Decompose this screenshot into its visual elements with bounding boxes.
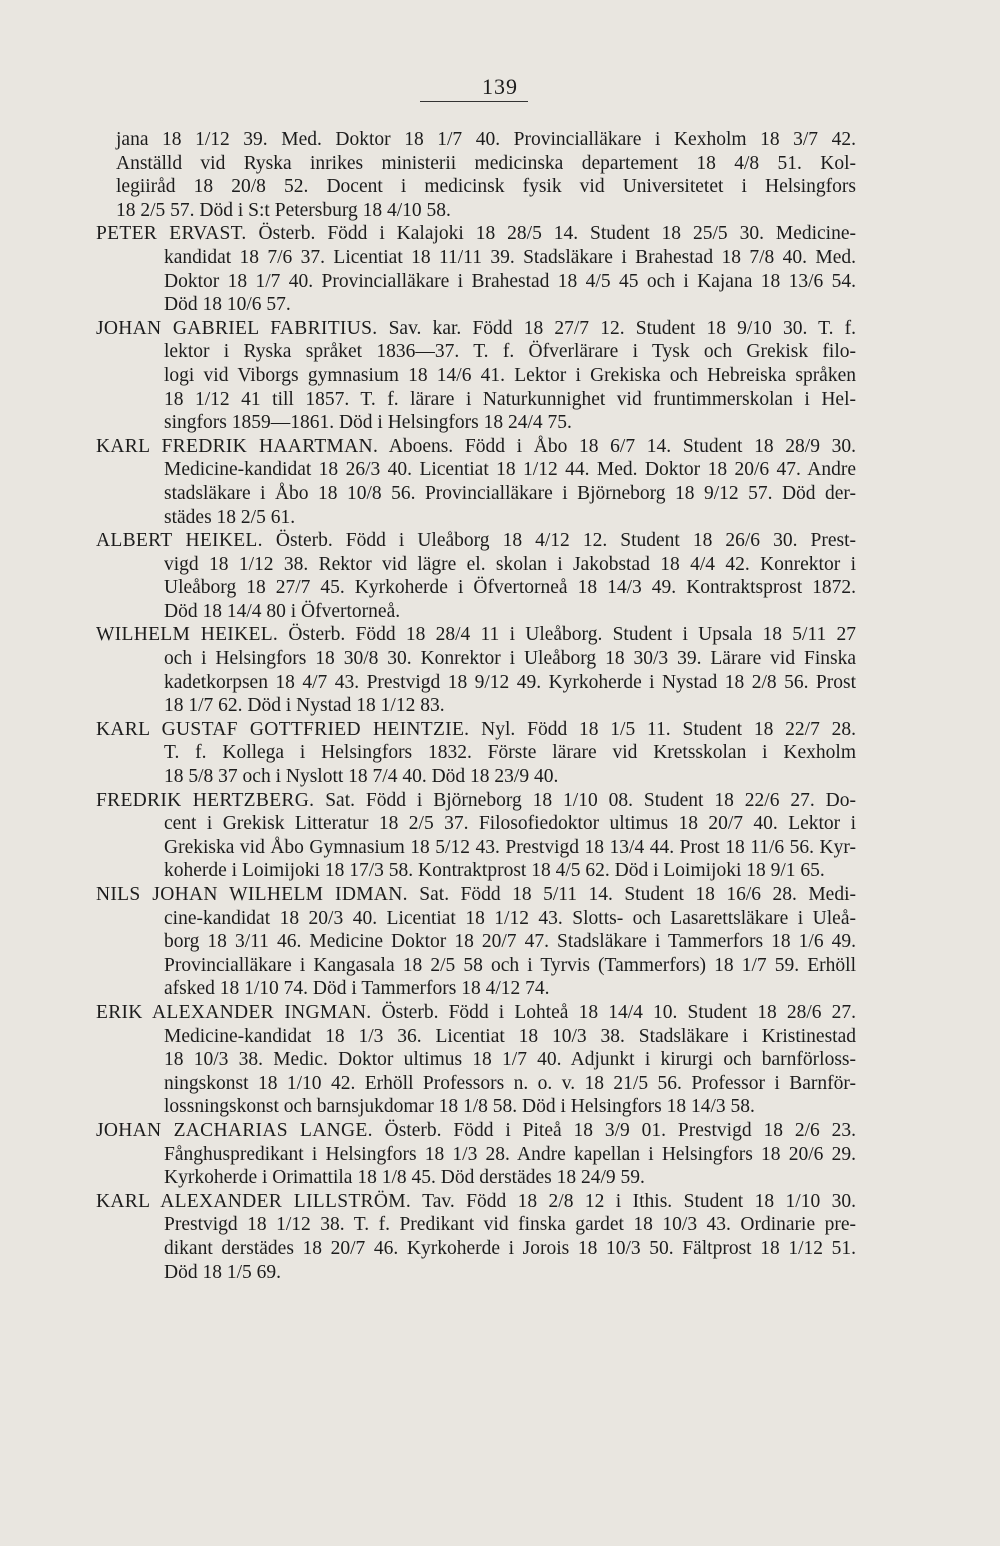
person-name: JOHAN ZACHARIAS LANGE. — [96, 1119, 373, 1141]
entry-first-line — [96, 718, 856, 742]
entry-first-line — [96, 222, 856, 246]
text-line: ningskonst 18 1/10 42. Erhöll Professors n. o. v. 18 21/5 56. Professor i Barnför- — [164, 1072, 856, 1094]
text-line: Österb. Född i Uleåborg 18 4/12 12. Student 18 26/6 30. Prest- — [275, 530, 856, 552]
text-line: vigd 18 1/12 38. Rektor vid lägre el. skolan i Jakobstad 18 4/4 42. Konrektor i — [164, 553, 856, 575]
entry-first-line — [96, 789, 856, 813]
biography-entry — [96, 1119, 856, 1190]
entry-first-line — [96, 529, 856, 553]
biography-entry — [96, 529, 856, 623]
text-line: borg 18 3/11 46. Medicine Doktor 18 20/7 47. Stadsläkare i Tammerfors 18 1/6 49. — [164, 931, 856, 953]
biography-entry — [96, 623, 856, 717]
person-name: KARL ALEXANDER LILLSTRÖM. — [96, 1190, 412, 1212]
text-line: Medicine-kandidat 18 26/3 40. Licentiat 18 1/12 44. Med. Doktor 18 20/6 47. Andre — [164, 459, 856, 481]
person-name: KARL GUSTAF GOTTFRIED HEINTZIE. — [96, 718, 470, 740]
text-line: singfors 1859—1861. Död i Helsingfors 18 24/4 75. — [164, 412, 572, 434]
person-name: WILHELM HEIKEL. — [96, 624, 279, 646]
text-line: Död 18 1/5 69. — [164, 1261, 281, 1283]
entry-first-line — [96, 1190, 856, 1214]
text-line: lossningskonst och barnsjukdomar 18 1/8 58. Död i Helsingfors 18 14/3 58. — [164, 1096, 755, 1118]
text-line: jana 18 1/12 39. Med. Doktor 18 1/7 40. Provincialläkare i Kexholm 18 3/7 42. — [116, 129, 856, 150]
person-name: ALBERT HEIKEL. — [96, 530, 263, 552]
page-number: 139 — [482, 74, 518, 99]
biography-entry — [96, 1001, 856, 1119]
biography-entry — [116, 128, 856, 222]
text-line: Prestvigd 18 1/12 38. T. f. Predikant vid finska gardet 18 10/3 43. Ordinarie pre- — [164, 1214, 856, 1236]
text-line: Grekiska vid Åbo Gymnasium 18 5/12 43. Prestvigd 18 13/4 44. Prost 18 11/6 56. Kyr- — [164, 836, 856, 858]
text-line: Död 18 10/6 57. — [164, 294, 291, 316]
biography-list — [96, 128, 857, 1284]
text-line: Kyrkoherde i Orimattila 18 1/8 45. Död derstädes 18 24/9 59. — [164, 1167, 645, 1189]
text-line: Österb. Född i Lohteå 18 14/4 10. Student 18 28/6 27. — [381, 1001, 856, 1023]
text-line: dikant derstädes 18 20/7 46. Kyrkoherde i Jorois 18 10/3 50. Fältprost 18 1/12 51. — [164, 1237, 856, 1259]
text-line: lektor i Ryska språket 1836—37. T. f. Öfverlärare i Tysk och Grekisk filo- — [164, 341, 856, 363]
text-line: städes 18 2/5 61. — [164, 506, 296, 528]
text-line: Sat. Född i Björneborg 18 1/10 08. Student 18 22/6 27. Do- — [325, 789, 856, 811]
header-rule — [420, 101, 528, 102]
person-name: KARL FREDRIK HAARTMAN. — [96, 435, 379, 457]
entry-first-line — [96, 1119, 856, 1143]
text-line: Uleåborg 18 27/7 45. Kyrkoherde i Öfvertorneå 18 14/3 49. Kontraktsprost 1872. — [164, 577, 856, 599]
person-name: ERIK ALEXANDER INGMAN. — [96, 1001, 372, 1023]
text-line: legiiråd 18 20/8 52. Docent i medicinsk fysik vid Universitetet i Helsingfors — [116, 176, 856, 198]
text-line: Sav. kar. Född 18 27/7 12. Student 18 9/10 30. T. f. — [388, 317, 856, 339]
person-name: JOHAN GABRIEL FABRITIUS. — [96, 317, 378, 339]
text-line: 18 5/8 37 och i Nyslott 18 7/4 40. Död 18 23/9 40. — [164, 766, 559, 788]
text-line: 18 2/5 57. Död i S:t Petersburg 18 4/10 58. — [116, 199, 451, 221]
text-line: Österb. Född i Piteå 18 3/9 01. Prestvigd 18 2/6 23. — [384, 1119, 856, 1141]
text-line: Österb. Född i Kalajoki 18 28/5 14. Student 18 25/5 30. Medicine- — [258, 223, 856, 245]
text-line: Sat. Född 18 5/11 14. Student 18 16/6 28. Medi- — [419, 884, 856, 905]
biography-entry — [96, 222, 856, 316]
person-name: NILS JOHAN WILHELM IDMAN. — [96, 884, 408, 905]
text-line: kadetkorpsen 18 4/7 43. Prestvigd 18 9/12 49. Kyrkoherde i Nystad 18 2/8 56. Prost — [164, 671, 856, 693]
entry-first-line — [96, 317, 856, 341]
text-line: Nyl. Född 18 1/5 11. Student 18 22/7 28. — [481, 718, 857, 740]
text-line: Anställd vid Ryska inrikes ministerii medicinska departement 18 4/8 51. Kol- — [116, 152, 856, 174]
text-line: 18 1/7 62. Död i Nystad 18 1/12 83. — [164, 695, 445, 717]
biography-entry — [96, 317, 856, 435]
text-line: Medicine-kandidat 18 1/3 36. Licentiat 18 10/3 38. Stadsläkare i Kristinestad — [164, 1025, 856, 1047]
entry-first-line — [96, 623, 856, 647]
text-line: Död 18 14/4 80 i Öfvertorneå. — [164, 600, 401, 622]
text-line: och i Helsingfors 18 30/8 30. Konrektor i Uleåborg 18 30/3 39. Lärare vid Finska — [164, 648, 856, 670]
entry-first-line — [96, 435, 856, 459]
text-line: Provincialläkare i Kangasala 18 2/5 58 och i Tyrvis (Tammerfors) 18 1/7 59. Erhöll — [164, 954, 856, 976]
text-line: afsked 18 1/10 74. Död i Tammerfors 18 4/12 74. — [164, 978, 550, 1000]
text-line: Fånghuspredikant i Helsingfors 18 1/3 28. Andre kapellan i Helsingfors 18 20/6 29. — [164, 1143, 856, 1165]
text-line: Tav. Född 18 2/8 12 i Ithis. Student 18 1/10 30. — [422, 1190, 856, 1212]
person-name: PETER ERVAST. — [96, 223, 247, 245]
biography-entry — [96, 1190, 856, 1284]
biography-entry — [96, 718, 857, 789]
person-name: FREDRIK HERTZBERG. — [96, 789, 315, 811]
text-line: koherde i Loimijoki 18 17/3 58. Kontraktprost 18 4/5 62. Död i Loimijoki 18 9/1 65. — [164, 860, 825, 882]
text-line: Aboens. Född i Åbo 18 6/7 14. Student 18 28/9 30. — [388, 435, 856, 457]
text-line: cent i Grekisk Litteratur 18 2/5 37. Filosofiedoktor ultimus 18 20/7 40. Lektor i — [164, 813, 856, 835]
text-line: 18 10/3 38. Medic. Doktor ultimus 18 1/7 40. Adjunkt i kirurgi och barnförloss- — [164, 1049, 856, 1071]
text-line: T. f. Kollega i Helsingfors 1832. Förste lärare vid Kretsskolan i Kexholm — [164, 742, 856, 764]
text-line: logi vid Viborgs gymnasium 18 14/6 41. Lektor i Grekiska och Hebreiska språken — [164, 364, 856, 386]
entry-first-line — [96, 883, 856, 907]
text-line: cine-kandidat 18 20/3 40. Licentiat 18 1/12 43. Slotts- och Lasarettsläkare i Uleå- — [164, 907, 856, 929]
text-line: kandidat 18 7/6 37. Licentiat 18 11/11 39. Stadsläkare i Brahestad 18 7/8 40. Med. — [164, 246, 856, 268]
text-line: stadsläkare i Åbo 18 10/8 56. Provincialläkare i Björneborg 18 9/12 57. Död der- — [164, 482, 856, 504]
text-line: Österb. Född 18 28/4 11 i Uleåborg. Student i Upsala 18 5/11 27 — [288, 624, 856, 646]
text-line: Doktor 18 1/7 40. Provincialläkare i Brahestad 18 4/5 45 och i Kajana 18 13/6 54. — [164, 270, 856, 292]
text-line: 18 1/12 41 till 1857. T. f. lärare i Naturkunnighet vid fruntimmerskolan i Hel- — [164, 388, 856, 410]
biography-entry — [96, 435, 856, 529]
biography-entry — [96, 883, 856, 1001]
biography-entry — [96, 789, 856, 883]
entry-first-line — [96, 1001, 856, 1025]
